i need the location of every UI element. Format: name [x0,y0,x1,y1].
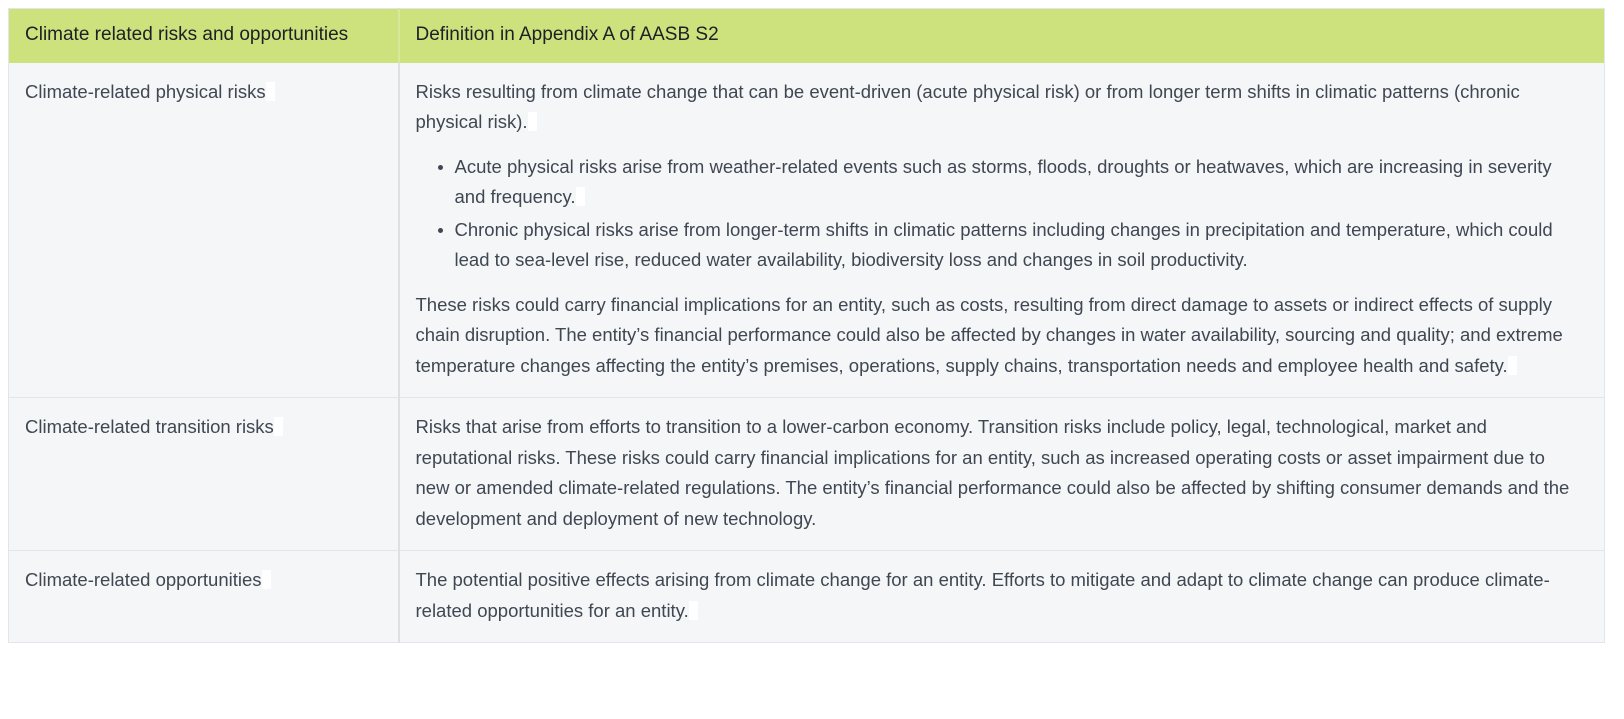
row-term-opportunities [9,551,399,643]
row-term-transition-risks [9,398,399,551]
term-text: Climate-related opportunities [25,569,262,591]
row-definition-opportunities [399,551,1605,643]
header-row [9,9,1605,63]
definition-intro-paragraph [416,565,1575,626]
selection-space-artifact [528,112,537,131]
bullet-text: Chronic physical risks arise from longer-term shifts in climatic patterns including changes in precipitation and temperature, which could lead to sea-level rise, reduced water availability, biodiversity loss and changes in soil productivity. [454,218,1553,271]
climate-risks-table [8,8,1605,643]
selection-space-artifact [576,187,585,206]
row-definition-physical-risks [399,63,1605,398]
term-text: Climate-related physical risks [25,80,266,102]
intro-text: Risks that arise from efforts to transition to a lower-carbon economy. Transition risks include policy, legal, technological, market and reputational risks. These risks could carry financial implications for an entity, such as increased operating costs or asset impairment due to new or amended climate-related regulations. The entity’s financial performance could also be affected by shifting consumer demands and the development and deployment of new technology. [415,416,1570,529]
column-header-definition: Definition in Appendix A of AASB S2 [399,9,1605,63]
table-header [9,9,1605,63]
definition-intro-paragraph [416,412,1575,534]
table-body [9,63,1605,643]
selection-space-artifact [1508,356,1517,375]
table-row [9,551,1605,643]
definition-content [416,77,1575,382]
definition-outro-paragraph [416,290,1575,382]
definition-content [416,412,1575,534]
table-row [9,63,1605,398]
bullet-text: Acute physical risks arise from weather-related events such as storms, floods, droughts or heatwaves, which are increasing in severity and frequency. [454,155,1552,208]
selection-space-artifact [266,82,275,101]
row-term-physical-risks [9,63,399,398]
column-header-risks-opportunities: Climate related risks and opportunities [9,9,399,63]
list-item [455,215,1575,276]
table-row [9,398,1605,551]
definition-content [416,565,1575,626]
selection-space-artifact [262,570,271,589]
definition-bullet-list [416,152,1575,276]
outro-text: These risks could carry financial implications for an entity, such as costs, resulting from direct damage to assets or indirect effects of supply chain disruption. The entity’s financial performance could also be affected by changes in water availability, sourcing and quality; and extreme temperature changes affecting the entity’s premises, operations, supply chains, transportation needs and employee health and safety. [415,293,1563,376]
list-item [455,152,1575,213]
selection-space-artifact [274,417,283,436]
row-definition-transition-risks [399,398,1605,551]
intro-text: The potential positive effects arising from climate change for an entity. Efforts to mitigate and adapt to climate change can produce climate-related opportunities for an entity. [415,569,1550,621]
definition-intro-paragraph [416,77,1575,138]
intro-text: Risks resulting from climate change that can be event-driven (acute physical risk) or from longer term shifts in climatic patterns (chronic physical risk). [415,80,1520,133]
selection-space-artifact [689,601,698,620]
term-text: Climate-related transition risks [25,416,274,438]
